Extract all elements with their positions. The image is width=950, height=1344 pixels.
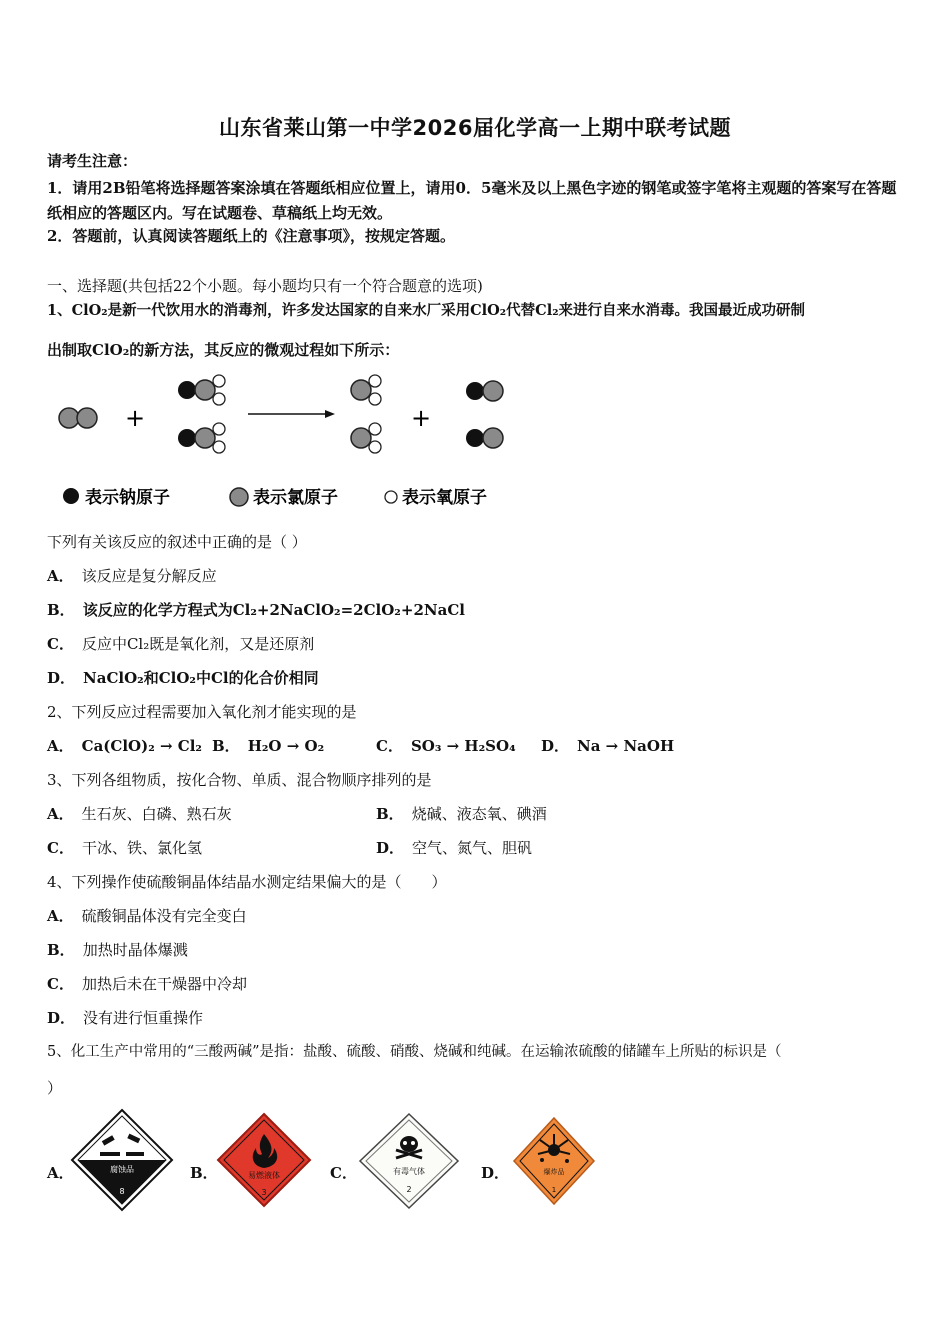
q2-option-d[interactable] bbox=[541, 736, 674, 756]
q4-option-b[interactable] bbox=[47, 940, 188, 960]
q5-option-d-label: D． bbox=[481, 1164, 510, 1182]
plus-sign-2: + bbox=[411, 404, 432, 432]
q1-question: 下列有关该反应的叙述中正确的是（ ） bbox=[47, 533, 307, 551]
notice-heading: 请考生注意： bbox=[47, 152, 138, 170]
q2-option-c[interactable] bbox=[376, 736, 516, 756]
option-text: 加热后未在干燥器中冷却 bbox=[81, 975, 247, 993]
option-letter: A． bbox=[47, 907, 74, 925]
option-letter: A． bbox=[47, 737, 74, 755]
nacl-molecule-2 bbox=[466, 428, 503, 448]
q1-option-d[interactable] bbox=[47, 668, 319, 688]
option-text: Ca(ClO)₂ → Cl₂ bbox=[81, 737, 202, 755]
legend-oxygen bbox=[385, 487, 487, 508]
option-letter: B． bbox=[47, 941, 75, 959]
q5-option-a-label: A． bbox=[47, 1164, 74, 1182]
notice-item-1: 1．请用2B铅笔将选择题答案涂填在答题纸相应位置上，请用0．5毫米及以上黑色字迹的钢笔或签字笔将主观题的答案写在答题纸相应的答题区内。写在试题卷、草稿纸上均无效。 bbox=[47, 179, 897, 222]
q4-option-c[interactable] bbox=[47, 974, 247, 994]
option-letter: B． bbox=[376, 805, 404, 823]
option-text: H₂O → O₂ bbox=[247, 737, 325, 755]
notice-item-2: 2．答题前，认真阅读答题纸上的《注意事项》，按规定答题。 bbox=[47, 227, 455, 245]
option-text: 反应中Cl₂既是氧化剂，又是还原剂 bbox=[81, 635, 315, 653]
option-text: 该反应的化学方程式为Cl₂+2NaClO₂=2ClO₂+2NaCl bbox=[82, 601, 465, 619]
option-text: SO₃ → H₂SO₄ bbox=[410, 737, 516, 755]
option-text: 干冰、铁、氯化氢 bbox=[81, 839, 202, 857]
q3-option-a[interactable] bbox=[47, 804, 232, 824]
q5-option-b-label: B． bbox=[190, 1164, 218, 1182]
flammable-liquid-sign[interactable] bbox=[216, 1112, 312, 1208]
option-letter: A． bbox=[47, 567, 74, 585]
corrosive-sign[interactable] bbox=[70, 1108, 174, 1212]
option-letter: C． bbox=[376, 737, 403, 755]
reaction-arrow bbox=[248, 410, 335, 418]
option-letter: A． bbox=[47, 805, 74, 823]
q3-option-d[interactable] bbox=[376, 838, 532, 858]
legend-oxygen-label: 表示氧原子 bbox=[402, 488, 487, 508]
q1-option-c[interactable] bbox=[47, 634, 314, 654]
naclo2-molecule-1 bbox=[178, 375, 225, 405]
toxic-gas-sign[interactable] bbox=[358, 1112, 460, 1210]
option-letter: C． bbox=[47, 635, 74, 653]
q5-stem-line1: 5、化工生产中常用的“三酸两碱”是指：盐酸、硫酸、硝酸、烧碱和纯碱。在运输浓硫酸的储罐车上所贴的标识是（ bbox=[47, 1044, 782, 1060]
q1-stem-line2: 出制取ClO₂的新方法，其反应的微观过程如下所示： bbox=[47, 341, 400, 359]
q5-option-c-label: C． bbox=[330, 1164, 357, 1182]
q5-stem-line2: ） bbox=[47, 1079, 63, 1097]
legend-chlorine-label: 表示氯原子 bbox=[253, 488, 338, 508]
explosive-sign-number: 1 bbox=[551, 1186, 557, 1194]
q3-stem: 3、下列各组物质，按化合物、单质、混合物顺序排列的是 bbox=[47, 771, 432, 789]
q2-option-a[interactable] bbox=[47, 736, 202, 756]
option-text: 没有进行恒重操作 bbox=[83, 1009, 204, 1027]
option-letter: D． bbox=[47, 669, 76, 687]
corrosive-sign-number: 8 bbox=[119, 1187, 125, 1196]
option-letter: C． bbox=[47, 839, 74, 857]
q4-option-d[interactable] bbox=[47, 1008, 203, 1028]
option-text: Na → NaOH bbox=[577, 737, 675, 755]
explosive-sign-text: 爆炸品 bbox=[543, 1168, 565, 1176]
nacl-molecule-1 bbox=[466, 381, 503, 401]
option-text: 加热时晶体爆溅 bbox=[82, 941, 188, 959]
flammable-sign-text: 易燃液体 bbox=[248, 1171, 280, 1180]
option-text: 烧碱、液态氧、碘酒 bbox=[411, 805, 547, 823]
toxic-sign-text: 有毒气体 bbox=[393, 1167, 425, 1176]
q2-option-b[interactable] bbox=[212, 736, 324, 756]
q4-option-a[interactable] bbox=[47, 906, 247, 926]
option-text: NaClO₂和ClO₂中Cl的化合价相同 bbox=[83, 669, 319, 687]
option-letter: D． bbox=[541, 737, 570, 755]
option-text: 空气、氮气、胆矾 bbox=[412, 839, 533, 857]
option-text: 硫酸铜晶体没有完全变白 bbox=[81, 907, 247, 925]
explosive-sign[interactable] bbox=[512, 1116, 596, 1206]
legend-sodium-label: 表示钠原子 bbox=[85, 488, 170, 508]
plus-sign-1: + bbox=[125, 404, 146, 432]
option-letter: D． bbox=[47, 1009, 76, 1027]
corrosive-sign-text: 腐蚀品 bbox=[110, 1165, 134, 1174]
option-text: 该反应是复分解反应 bbox=[81, 567, 217, 585]
q1-option-b[interactable] bbox=[47, 600, 465, 620]
option-text: 生石灰、白磷、熟石灰 bbox=[81, 805, 232, 823]
naclo2-molecule-2 bbox=[178, 423, 225, 453]
option-letter: D． bbox=[376, 839, 405, 857]
q2-stem: 2、下列反应过程需要加入氧化剂才能实现的是 bbox=[47, 703, 357, 721]
legend-sodium bbox=[63, 487, 170, 508]
cl2-molecule bbox=[59, 408, 97, 428]
option-letter: C． bbox=[47, 975, 74, 993]
q3-option-b[interactable] bbox=[376, 804, 547, 824]
q3-option-c[interactable] bbox=[47, 838, 202, 858]
reaction-diagram bbox=[55, 366, 525, 516]
q1-stem-line1: 1、ClO₂是新一代饮用水的消毒剂，许多发达国家的自来水厂采用ClO₂代替Cl₂来进行自来水消毒。我国最近成功研制 bbox=[47, 302, 806, 319]
option-letter: B． bbox=[47, 601, 75, 619]
toxic-sign-number: 2 bbox=[406, 1185, 412, 1194]
legend-chlorine bbox=[230, 487, 338, 508]
q4-stem: 4、下列操作使硫酸铜晶体结晶水测定结果偏大的是（ ） bbox=[47, 873, 447, 891]
option-letter: B． bbox=[212, 737, 240, 755]
page-title: 山东省莱山第一中学2026届化学高一上期中联考试题 bbox=[219, 116, 731, 140]
clo2-molecule-2 bbox=[351, 423, 381, 453]
flammable-sign-number: 3 bbox=[261, 1188, 267, 1197]
clo2-molecule-1 bbox=[351, 375, 381, 405]
q1-option-a[interactable] bbox=[47, 566, 217, 586]
section-heading: 一、选择题(共包括22个小题。每小题均只有一个符合题意的选项) bbox=[47, 277, 483, 295]
